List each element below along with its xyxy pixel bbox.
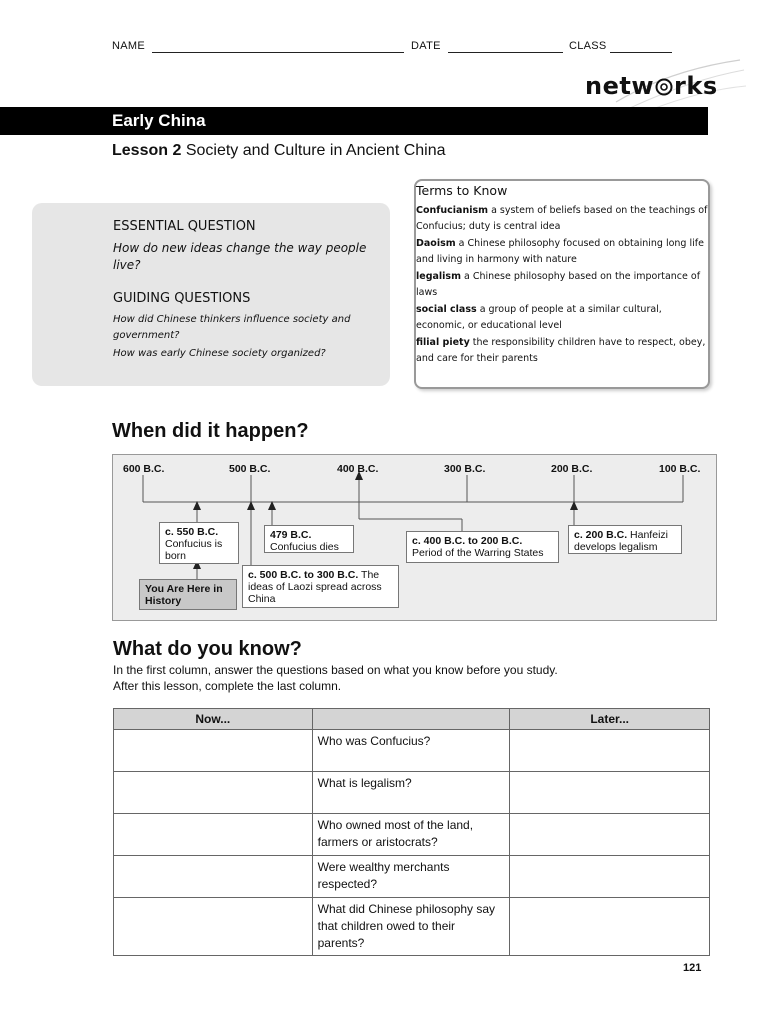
name-field[interactable] bbox=[152, 52, 404, 53]
instructions-line-1: In the first column, answer the questions based on what you know before you study. bbox=[113, 663, 558, 677]
term-word: filial piety bbox=[416, 337, 470, 348]
tick-label: 600 B.C. bbox=[123, 463, 165, 475]
lesson-number: Lesson 2 bbox=[112, 142, 182, 159]
question-cell: Who was Confucius? bbox=[312, 730, 510, 772]
later-answer-cell[interactable] bbox=[510, 730, 710, 772]
terms-heading: Terms to Know bbox=[416, 183, 508, 198]
table-row bbox=[114, 898, 710, 956]
later-answer-cell[interactable] bbox=[510, 772, 710, 814]
term-word: Confucianism bbox=[416, 205, 489, 216]
question-cell: What did Chinese philosophy say that children owed to their parents? bbox=[312, 898, 510, 956]
term-word: social class bbox=[416, 304, 477, 315]
date-field[interactable] bbox=[448, 52, 563, 53]
term-item bbox=[416, 302, 712, 334]
later-answer-cell[interactable] bbox=[510, 898, 710, 956]
event-text: Confucius dies bbox=[270, 541, 339, 553]
tick-label: 500 B.C. bbox=[229, 463, 271, 475]
date-label: DATE bbox=[411, 40, 441, 52]
essential-question-heading: ESSENTIAL QUESTION bbox=[113, 219, 256, 234]
page-number: 121 bbox=[683, 962, 702, 974]
term-definition: a system of beliefs based on the teachings of Confucius; duty is central idea bbox=[416, 205, 708, 232]
table-row bbox=[114, 814, 710, 856]
logo-prefix: netw bbox=[585, 72, 655, 100]
networks-logo bbox=[585, 72, 718, 100]
event-text: The ideas of Laozi spread across China bbox=[248, 569, 382, 605]
event-date: c. 550 B.C. bbox=[165, 526, 219, 538]
event-date: c. 200 B.C. bbox=[574, 529, 628, 541]
timeline-event bbox=[406, 531, 559, 563]
timeline-event bbox=[264, 525, 354, 553]
guiding-questions-heading: GUIDING QUESTIONS bbox=[113, 291, 251, 306]
now-answer-cell[interactable] bbox=[114, 730, 313, 772]
term-definition: the responsibility children have to respect, obey, and care for their parents bbox=[416, 337, 706, 364]
term-word: legalism bbox=[416, 271, 461, 282]
lesson-title: Society and Culture in Ancient China bbox=[185, 142, 446, 159]
event-text: Hanfeizi develops legalism bbox=[574, 529, 668, 553]
now-answer-cell[interactable] bbox=[114, 898, 313, 956]
logo-suffix: rks bbox=[674, 72, 718, 100]
term-definition: a Chinese philosophy focused on obtaining long life and living in harmony with nature bbox=[416, 238, 704, 265]
term-item bbox=[416, 269, 701, 301]
term-definition: a group of people at a similar cultural, economic, or educational level bbox=[416, 304, 662, 331]
event-text: Confucius is born bbox=[165, 538, 223, 562]
later-answer-cell[interactable] bbox=[510, 814, 710, 856]
tick-label: 200 B.C. bbox=[551, 463, 593, 475]
chapter-banner bbox=[0, 107, 708, 135]
term-item bbox=[416, 335, 708, 367]
table-header-row bbox=[114, 709, 710, 730]
event-date: c. 400 B.C. to 200 B.C. bbox=[412, 535, 523, 547]
you-are-here-label: You Are Here in History bbox=[139, 579, 237, 610]
table-row bbox=[114, 730, 710, 772]
col-question-header bbox=[312, 709, 510, 730]
timeline-event bbox=[568, 525, 682, 554]
tick-label: 100 B.C. bbox=[659, 463, 701, 475]
name-label: NAME bbox=[112, 40, 145, 52]
guiding-question-2: How was early Chinese society organized? bbox=[113, 348, 326, 359]
chapter-title: Early China bbox=[112, 111, 206, 130]
globe-icon bbox=[655, 78, 673, 96]
class-label: CLASS bbox=[569, 40, 607, 52]
question-cell: What is legalism? bbox=[312, 772, 510, 814]
later-answer-cell[interactable] bbox=[510, 856, 710, 898]
table-row bbox=[114, 856, 710, 898]
term-item bbox=[416, 203, 708, 235]
event-date: c. 500 B.C. to 300 B.C. bbox=[248, 569, 359, 581]
class-field[interactable] bbox=[610, 52, 672, 53]
event-text: Period of the Warring States bbox=[412, 547, 544, 559]
col-now-header: Now... bbox=[114, 709, 313, 730]
essential-question-box bbox=[32, 203, 390, 386]
term-definition: a Chinese philosophy based on the importance of laws bbox=[416, 271, 701, 298]
timeline-event bbox=[242, 565, 399, 608]
instructions-line-2: After this lesson, complete the last column. bbox=[113, 679, 342, 693]
now-answer-cell[interactable] bbox=[114, 856, 313, 898]
col-later-header: Later... bbox=[510, 709, 710, 730]
know-table bbox=[113, 708, 710, 956]
timeline-box bbox=[112, 454, 717, 621]
question-cell: Were wealthy merchants respected? bbox=[312, 856, 510, 898]
now-answer-cell[interactable] bbox=[114, 772, 313, 814]
essential-question: How do new ideas change the way people live? bbox=[113, 241, 367, 272]
event-date: 479 B.C. bbox=[270, 529, 312, 541]
now-answer-cell[interactable] bbox=[114, 814, 313, 856]
term-item bbox=[416, 236, 708, 268]
question-cell: Who owned most of the land, farmers or aristocrats? bbox=[312, 814, 510, 856]
timeline-event bbox=[159, 522, 239, 564]
lesson-heading bbox=[112, 142, 446, 160]
term-word: Daoism bbox=[416, 238, 456, 249]
guiding-question-1: How did Chinese thinkers influence society and government? bbox=[113, 314, 351, 341]
terms-to-know-box bbox=[414, 179, 710, 389]
tick-label: 400 B.C. bbox=[337, 463, 379, 475]
table-row bbox=[114, 772, 710, 814]
timeline-heading: When did it happen? bbox=[112, 420, 309, 442]
tick-label: 300 B.C. bbox=[444, 463, 486, 475]
know-heading: What do you know? bbox=[113, 638, 302, 660]
